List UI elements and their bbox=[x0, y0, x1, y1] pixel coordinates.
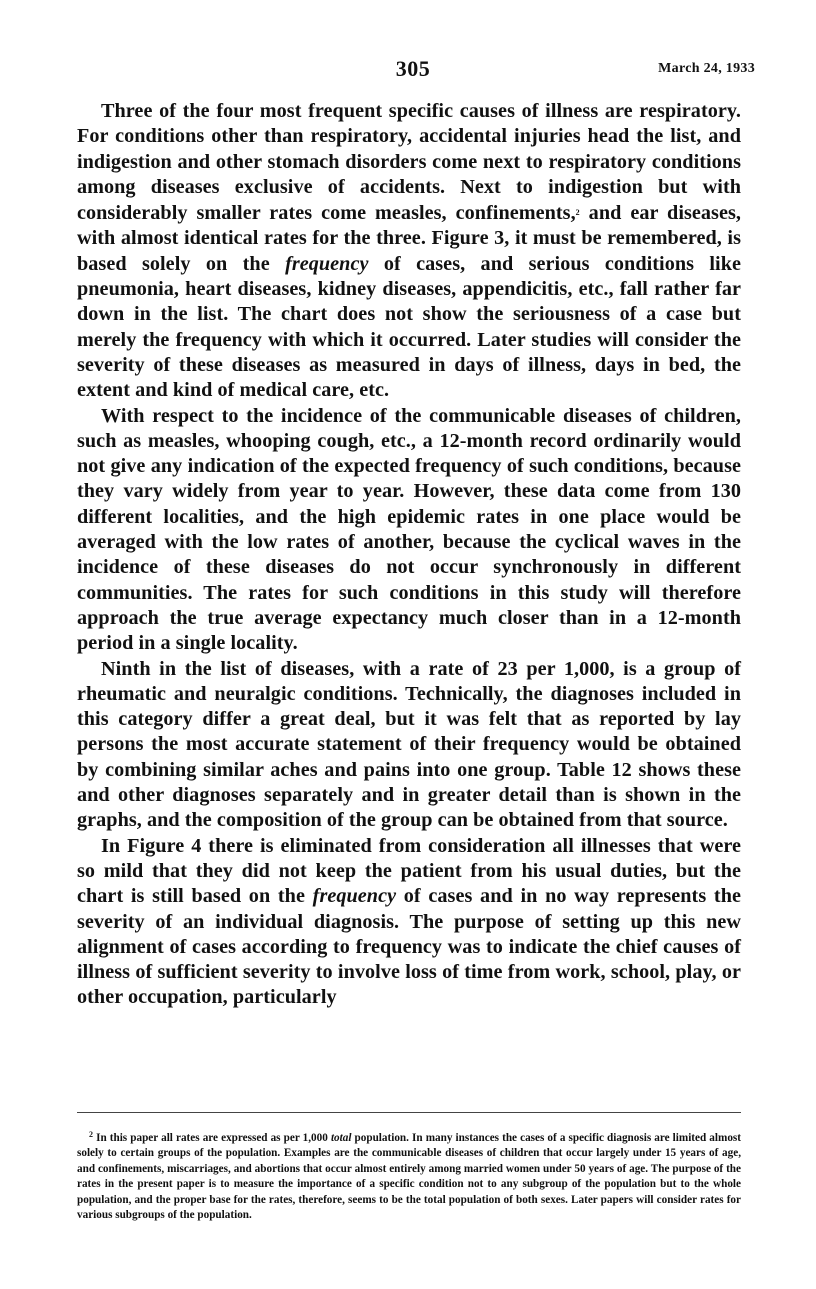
emphasis-frequency: frequency bbox=[312, 885, 397, 908]
paragraph-2: With respect to the incidence of the communicable diseases of children, such as measles, whooping cough, etc., a 12-month record ordinarily would not give any indication of the expected frequency of such conditions, because they vary widely from year to year. However, these data come from 130 different localities, and the high epidemic rates in one place would be averaged with the low rates of another, because the cyclical waves in the incidence of these diseases do not occur synchronously in different communities. The rates for such conditions in this study will therefore approach the true average expectancy much closer than in a 12-month period in a single locality. bbox=[77, 404, 741, 655]
paragraph-1-text-a: Three of the four most frequent specific causes of illness are respiratory. For conditions other than respiratory, accidental injuries head the list, and indigestion and other stomach disorders come next to respiratory conditions among diseases exclusive of accidents. Next to indigestion but with considerably smaller rates come measles, confinements, bbox=[77, 100, 741, 225]
issue-date: March 24, 1933 bbox=[658, 61, 755, 76]
paragraph-1-text-b: and ear diseases, with almost identical rates for the three. Figure 3, it must be remembered, is based solely on the bbox=[77, 202, 741, 275]
emphasis-total: total bbox=[330, 1132, 352, 1144]
paragraph-1 bbox=[77, 99, 741, 404]
body-text bbox=[77, 99, 741, 1011]
paragraph-4 bbox=[77, 834, 741, 1011]
footnote bbox=[77, 1127, 741, 1223]
footnote-marker: 2 bbox=[89, 1130, 93, 1139]
footnote-text-b: population. In many instances the cases of a specific diagnosis are limited almost solely to certain groups of the population. Examples are the communicable diseases of children that occur largely under 15 years of age, and confinements, miscarriages, and abortions that occur almost entirely among married women under 50 years of age. The purpose of the rates in the present paper is to measure the importance of a specific condition not to any subgroup of the population but to the whole population, and the proper base for the rates, therefore, seems to be the total population of both sexes. Later papers will consider rates for various subgroups of the population. bbox=[77, 1132, 742, 1222]
footnote-divider bbox=[77, 1112, 741, 1113]
paragraph-4-text-b: of cases and in no way represents the severity of an individual diagnosis. The purpose of setting up this new alignment of cases according to frequency was to indicate the chief causes of illness of sufficient severity to involve loss of time from work, school, play, or other occupation, particularly bbox=[77, 885, 741, 1009]
footnote-reference: 2 bbox=[575, 208, 580, 218]
paragraph-3: Ninth in the list of diseases, with a rate of 23 per 1,000, is a group of rheumatic and neuralgic conditions. Technically, the diagnoses included in this category differ a great deal, but it was felt that as reported by lay persons the most accurate statement of their frequency would be obtained by combining similar aches and pains into one group. Table 12 shows these and other diagnoses separately and in greater detail than is shown in the graphs, and the composition of the group can be obtained from that source. bbox=[77, 657, 741, 832]
page-header bbox=[0, 56, 816, 86]
paragraph-1-text-c: of cases, and serious conditions like pneumonia, heart diseases, kidney diseases, appendicitis, etc., fall rather far down in the list. The chart does not show the seriousness of a case but merely the frequency with which it occurred. Later studies will consider the severity of these diseases as measured in days of illness, days in bed, the extent and kind of medical care, etc. bbox=[77, 252, 741, 402]
paragraph-4-text-a: In Figure 4 there is eliminated from consideration all illnesses that were so mild that they did not keep the patient from his usual duties, but the chart is still based on the bbox=[77, 834, 741, 908]
page-number: 305 bbox=[395, 56, 431, 81]
footnote-text-a: In this paper all rates are expressed as per 1,000 bbox=[93, 1132, 331, 1144]
emphasis-frequency: frequency bbox=[285, 252, 369, 275]
